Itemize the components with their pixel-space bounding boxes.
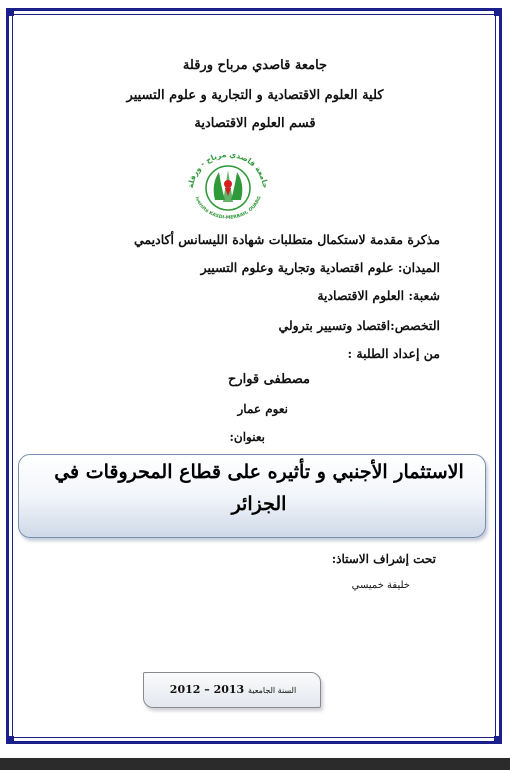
student-name: مصطفى قوارح [227, 372, 310, 387]
thesis-field: الميدان: علوم اقتصادية وتجارية وعلوم التسيير [200, 260, 440, 275]
department-name: قسم العلوم الاقتصادية [194, 116, 316, 131]
border-corner [494, 736, 502, 744]
border-corner [6, 736, 14, 744]
thesis-purpose: مذكرة مقدمة لاستكمال متطلبات شهادة الليسانس أكاديمي [134, 232, 440, 247]
viewer-bottom-bar [0, 758, 510, 770]
academic-year-label: السنة الجامعية [248, 686, 297, 695]
logo-arabic-text: جامعة قاصدي مرباح - ورقلة [186, 150, 271, 189]
university-logo [185, 150, 271, 224]
thesis-title-box [18, 454, 486, 538]
logo-latin-text: iversité KASDI-MERBAH, OUARG [193, 195, 263, 221]
thesis-branch: شعبة: العلوم الاقتصادية [317, 288, 440, 303]
academic-year-value: 2012 – 2013 [169, 683, 245, 696]
faculty-name: كلية العلوم الاقتصادية و التجارية و علوم التسيير [126, 88, 384, 103]
university-name: جامعة قاصدي مرباح ورقلة [182, 58, 328, 73]
academic-year-text [144, 683, 322, 696]
thesis-title-line: الاستثمار الأجنبي و تأثيره على قطاع المحروقات في [54, 461, 464, 483]
academic-year-box [143, 672, 321, 708]
title-label: بعنوان: [229, 430, 265, 444]
student-name: نعوم عمار [237, 402, 288, 416]
border-corner [6, 8, 14, 16]
thesis-title-line: الجزائر [231, 493, 287, 515]
thesis-specialty: التخصص:اقتصاد وتسيير بترولي [278, 318, 440, 333]
supervisor-label: تحت إشراف الاستاذ: [331, 552, 436, 566]
supervisor-name: خليفة خميسي [351, 580, 410, 591]
border-corner [494, 8, 502, 16]
prepared-by-label: من إعداد الطلبة : [347, 346, 440, 361]
